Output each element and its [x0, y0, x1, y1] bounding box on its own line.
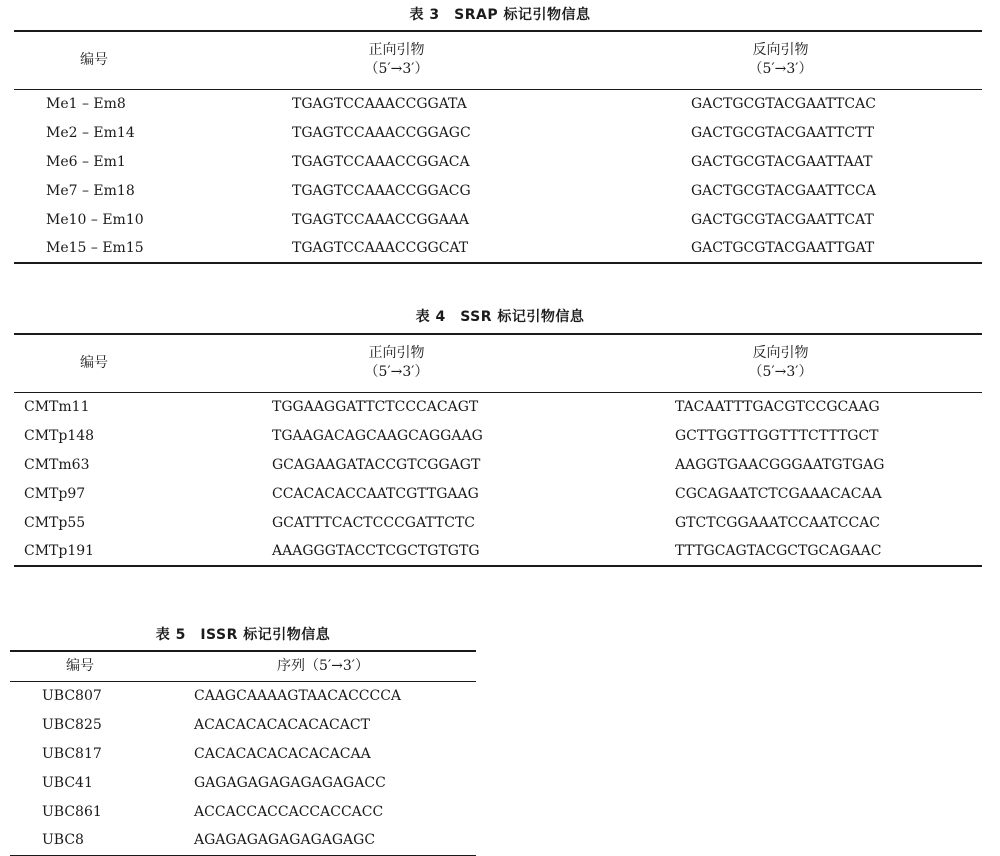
- primer-id-cell: UBC807: [42, 687, 102, 704]
- forward-primer-cell: TGAGTCCAAACCGGAAA: [292, 211, 470, 228]
- reverse-primer-cell: GACTGCGTACGAATTCAT: [691, 211, 874, 228]
- table4-caption: 表 4 SSR 标记引物信息: [415, 309, 585, 325]
- forward-primer-cell: GCATTTCACTCCCGATTCTC: [272, 514, 476, 531]
- forward-primer-cell: GCAGAAGATACCGTCGGAGT: [272, 456, 481, 473]
- table3-header-reverse-dir: （5′→3′）: [748, 61, 813, 78]
- primer-id-cell: CMTp148: [24, 427, 95, 444]
- table3: [14, 30, 982, 264]
- table4-header-forward: [214, 334, 579, 392]
- table3-header-reverse: [579, 31, 982, 89]
- reverse-primer-cell: GACTGCGTACGAATTCTT: [691, 124, 875, 141]
- reverse-primer-cell: GACTGCGTACGAATTAAT: [691, 153, 873, 170]
- primer-id-cell: Me6 – Em1: [46, 153, 126, 170]
- reverse-primer-cell: GCTTGGTTGGTTTCTTTGCT: [675, 427, 879, 444]
- primer-id-cell: CMTm63: [24, 456, 90, 473]
- primer-id-cell: Me15 – Em15: [46, 240, 144, 256]
- table-row: [10, 710, 476, 739]
- primer-id-cell: UBC8: [42, 832, 84, 849]
- table4-header-row: [14, 334, 982, 392]
- table-row: [14, 392, 982, 421]
- sequence-cell: CACACACACACACACAA: [194, 745, 371, 762]
- table4-header-reverse-label: 反向引物: [752, 345, 809, 362]
- reverse-primer-cell: TTTGCAGTACGCTGCAGAAC: [675, 543, 882, 559]
- forward-primer-cell: CCACACACCAATCGTTGAAG: [272, 485, 479, 502]
- forward-primer-cell: TGAGTCCAAACCGGACG: [292, 182, 471, 199]
- table4-header-reverse-dir: （5′→3′）: [748, 364, 813, 381]
- forward-primer-cell: TGAGTCCAAACCGGACA: [292, 153, 470, 170]
- reverse-primer-cell: AAGGTGAACGGGAATGTGAG: [675, 456, 885, 473]
- table-row: [10, 681, 476, 710]
- table3-header-reverse-label: 反向引物: [752, 42, 809, 59]
- forward-primer-cell: TGGAAGGATTCTCCCACAGT: [272, 398, 479, 415]
- reverse-primer-cell: GACTGCGTACGAATTCAC: [691, 95, 876, 112]
- table-row: [14, 508, 982, 537]
- primer-id-cell: Me2 – Em14: [46, 124, 135, 141]
- table-row: [14, 205, 982, 234]
- primer-id-cell: UBC825: [42, 716, 102, 733]
- table3-header-forward-label: 正向引物: [368, 42, 425, 59]
- primer-id-cell: CMTp191: [24, 543, 95, 559]
- sequence-cell: ACCACCACCACCACCACC: [194, 803, 384, 820]
- table4: [14, 333, 982, 567]
- sequence-cell: ACACACACACACACACT: [194, 716, 370, 733]
- reverse-primer-cell: TACAATTTGACGTCCGCAAG: [675, 398, 880, 415]
- forward-primer-cell: TGAGTCCAAACCGGAGC: [292, 124, 471, 141]
- table-row: [10, 826, 476, 855]
- primer-id-cell: UBC861: [42, 803, 102, 820]
- table-row: [10, 768, 476, 797]
- table-row: [14, 89, 982, 118]
- table5-header-sequence: 序列（5′→3′）: [277, 657, 369, 674]
- primer-id-cell: CMTm11: [24, 398, 90, 415]
- reverse-primer-cell: CGCAGAATCTCGAAACACAA: [675, 485, 882, 502]
- table-row: [14, 450, 982, 479]
- table-row: [14, 479, 982, 508]
- sequence-cell: CAAGCAAAAGTAACACCCCA: [194, 687, 402, 704]
- table3-header-forward: [214, 31, 579, 89]
- primer-id-cell: CMTp55: [24, 514, 86, 531]
- sequence-cell: GAGAGAGAGAGAGAGACC: [194, 774, 386, 791]
- table3-header-forward-dir: （5′→3′）: [364, 61, 429, 78]
- table-row: [14, 176, 982, 205]
- primer-id-cell: Me10 – Em10: [46, 211, 144, 228]
- primer-id-cell: Me7 – Em18: [46, 182, 135, 199]
- table-row: [10, 739, 476, 768]
- table-row: [14, 147, 982, 176]
- table-row: [14, 118, 982, 147]
- reverse-primer-cell: GTCTCGGAAATCCAATCCAC: [675, 514, 881, 531]
- forward-primer-cell: TGAGTCCAAACCGGCAT: [292, 240, 469, 256]
- sequence-cell: AGAGAGAGAGAGAGAGC: [194, 832, 376, 849]
- table5-header-id: 编号: [66, 657, 94, 674]
- forward-primer-cell: TGAAGACAGCAAGCAGGAAG: [272, 427, 483, 444]
- table-row: [14, 421, 982, 450]
- primer-id-cell: UBC817: [42, 745, 102, 762]
- table3-header-id: 编号: [80, 51, 108, 68]
- table5-caption: 表 5 ISSR 标记引物信息: [155, 627, 331, 643]
- table4-header-id: 编号: [80, 354, 108, 371]
- table-row: [14, 537, 982, 566]
- forward-primer-cell: AAAGGGTACCTCGCTGTGTG: [272, 543, 480, 559]
- reverse-primer-cell: GACTGCGTACGAATTGAT: [691, 240, 875, 256]
- table3-header-row: [14, 31, 982, 89]
- table-row: [14, 234, 982, 263]
- table3-caption: 表 3 SRAP 标记引物信息: [409, 7, 591, 23]
- table4-header-forward-label: 正向引物: [368, 345, 425, 362]
- table-row: [10, 797, 476, 826]
- forward-primer-cell: TGAGTCCAAACCGGATA: [292, 95, 467, 112]
- reverse-primer-cell: GACTGCGTACGAATTCCA: [691, 182, 876, 199]
- primer-id-cell: CMTp97: [24, 485, 86, 502]
- primer-id-cell: UBC41: [42, 774, 93, 791]
- table5: [10, 650, 476, 856]
- primer-id-cell: Me1 – Em8: [46, 95, 126, 112]
- table4-header-forward-dir: （5′→3′）: [364, 364, 429, 381]
- table5-header-row: [10, 651, 476, 681]
- table4-header-reverse: [579, 334, 982, 392]
